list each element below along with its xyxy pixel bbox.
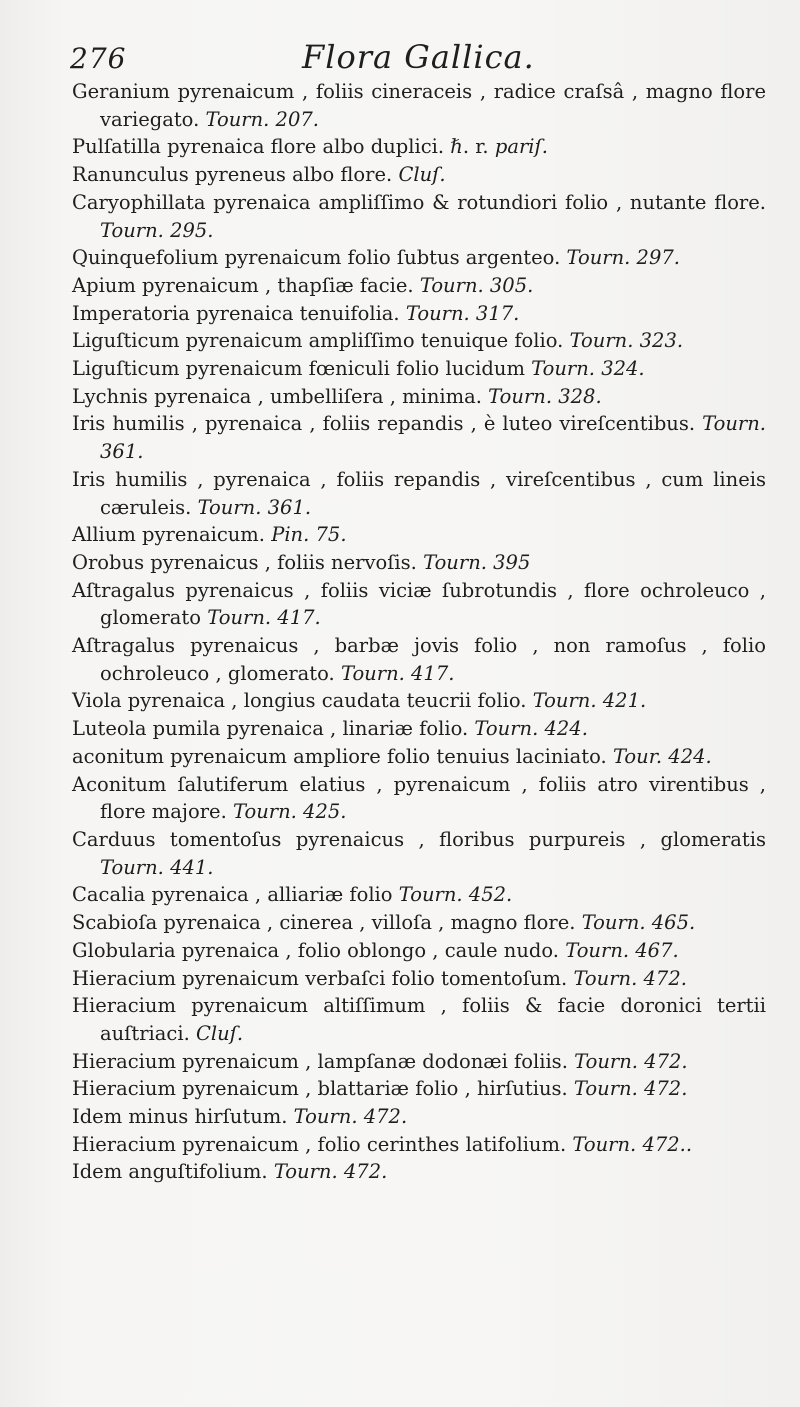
entry-reference: Tourn. 417.	[207, 606, 321, 630]
entry-reference: Tourn. 395	[423, 550, 531, 574]
plant-entry	[72, 410, 766, 465]
entry-name: Liguſticum pyrenaicum ampliſſimo tenuique folio.	[72, 329, 564, 353]
entry-name: Globularia pyrenaica , folio oblongo , caule nudo.	[72, 938, 559, 962]
entry-reference: Tourn. 465.	[581, 911, 696, 935]
entry-reference: Tourn. 317.	[405, 301, 520, 325]
plant-entry	[72, 1075, 766, 1103]
entry-reference: Cluſ.	[195, 1021, 244, 1045]
entry-name: Geranium pyrenaicum , foliis cineraceis , radice craſsâ , magno flore variegato.	[72, 80, 766, 131]
plant-entry	[72, 632, 766, 687]
entry-reference: Tourn. 441.	[100, 855, 214, 879]
plant-entry	[72, 327, 766, 355]
plant-entry	[72, 1103, 766, 1131]
plant-entry	[72, 244, 766, 272]
entry-name: Luteola pumila pyrenaica , linariæ folio.	[72, 717, 469, 741]
plant-entry	[72, 272, 766, 300]
entry-name: Iris humilis , pyrenaica , foliis repandis , vireſcentibus , cum lineis cæruleis.	[72, 467, 766, 519]
plant-entry	[72, 826, 766, 881]
entry-name: Viola pyrenaica , longius caudata teucrii folio.	[72, 689, 527, 713]
plant-entry	[72, 383, 766, 411]
entry-reference: Tourn. 472..	[572, 1132, 693, 1156]
plant-entry	[72, 1158, 766, 1186]
entry-reference: Tourn. 421.	[532, 689, 647, 713]
entry-reference: pariſ.	[494, 135, 548, 159]
entry-name: Aconitum ſalutiferum elatius , pyrenaicum , foliis atro virentibus , flore majore.	[72, 772, 766, 824]
plant-entry	[72, 78, 766, 133]
entry-reference: Tourn. 323.	[569, 329, 684, 353]
plant-entry	[72, 1048, 766, 1076]
entry-reference: Tourn. 452.	[398, 883, 513, 907]
plant-entry	[72, 161, 766, 189]
plant-list	[72, 78, 766, 1186]
entry-name: Liguſticum pyrenaicum fœniculi folio lucidum	[72, 357, 525, 381]
entry-reference: Tourn. 295.	[100, 218, 214, 242]
entry-name: Aſtragalus pyrenaicus , foliis viciæ ſubrotundis , flore ochroleuco , glomerato	[72, 578, 766, 630]
entry-reference: Tour. 424.	[612, 744, 712, 768]
plant-entry	[72, 189, 766, 244]
entry-name: Aſtragalus pyrenaicus , barbæ jovis folio , non ramoſus , folio ochroleuco , glomerato.	[72, 634, 766, 685]
entry-name: Carduus tomentoſus pyrenaicus , floribus purpureis , glomeratis	[72, 827, 766, 851]
entry-reference: Tourn. 297.	[566, 246, 680, 270]
plant-entry	[72, 549, 766, 577]
entry-name: Hieracium pyrenaicum , folio cerinthes latifolium.	[72, 1132, 567, 1156]
entry-reference: Cluſ.	[398, 163, 446, 187]
plant-entry	[72, 965, 766, 993]
entry-reference: Tourn. 361.	[100, 412, 767, 464]
entry-reference: Tourn. 472.	[574, 1049, 688, 1073]
plant-entry	[72, 577, 766, 632]
entry-reference: Tourn. 328.	[488, 384, 602, 408]
entry-name: Apium pyrenaicum , thapſiæ facie.	[72, 273, 414, 297]
entry-name: Hieracium pyrenaicum , blattariæ folio , hirſutius.	[72, 1077, 568, 1101]
entry-name: Pulſatilla pyrenaica flore albo duplici. ℏ. r.	[72, 135, 489, 159]
entry-name: Cacalia pyrenaica , alliariæ folio	[72, 883, 393, 907]
page-header	[70, 38, 760, 82]
entry-reference: Pin. 75.	[271, 523, 347, 547]
entry-reference: Tourn. 417.	[340, 661, 455, 685]
plant-entry	[72, 133, 766, 161]
plant-entry	[72, 743, 766, 771]
entry-reference: Tourn. 207.	[205, 107, 319, 131]
entry-name: Ranunculus pyreneus albo flore.	[72, 163, 393, 187]
entry-reference: Tourn. 472.	[573, 1077, 688, 1101]
entry-reference: Tourn. 305.	[419, 273, 534, 297]
entry-name: Quinquefolium pyrenaicum folio ſubtus argenteo.	[72, 246, 561, 270]
entry-reference: Tourn. 361.	[197, 495, 312, 519]
entry-name: Scabioſa pyrenaica , cinerea , villoſa , magno flore.	[72, 911, 576, 935]
entry-name: Caryophillata pyrenaica ampliſſimo & rotundiori folio , nutante flore.	[72, 190, 766, 214]
plant-entry	[72, 715, 766, 743]
plant-entry	[72, 909, 766, 937]
entry-name: Hieracium pyrenaicum altiſſimum , foliis & facie doronici tertii auſtriaci.	[72, 994, 766, 1045]
plant-entry	[72, 466, 766, 521]
plant-entry	[72, 771, 766, 826]
entry-name: Lychnis pyrenaica , umbelliſera , minima.	[72, 384, 482, 408]
entry-reference: Tourn. 467.	[565, 938, 679, 962]
plant-entry	[72, 687, 766, 715]
plant-entry	[72, 937, 766, 965]
entry-name: Imperatoria pyrenaica tenuifolia.	[72, 301, 400, 325]
entry-name: Hieracium pyrenaicum verbaſci folio tomentoſum.	[72, 966, 568, 990]
entry-name: Orobus pyrenaicus , foliis nervoſis.	[72, 550, 417, 574]
entry-reference: Tourn. 472.	[573, 966, 687, 990]
plant-entry	[72, 355, 766, 383]
running-title: Flora Gallica.	[302, 38, 535, 76]
page-number: 276	[70, 42, 127, 75]
entry-reference: Tourn. 425.	[232, 800, 347, 824]
entry-reference: Tourn. 424.	[474, 717, 588, 741]
plant-entry	[72, 1131, 766, 1159]
entry-name: aconitum pyrenaicum ampliore folio tenuius laciniato.	[72, 744, 607, 768]
entry-name: Allium pyrenaicum.	[72, 523, 265, 547]
entry-reference: Tourn. 472.	[273, 1160, 388, 1184]
entry-name: Hieracium pyrenaicum , lampſanæ dodonæi foliis.	[72, 1049, 568, 1073]
entry-name: Idem anguſtifolium.	[72, 1160, 268, 1184]
entry-reference: Tourn. 472.	[293, 1105, 408, 1129]
plant-entry	[72, 992, 766, 1047]
entry-name: Idem minus hirſutum.	[72, 1105, 288, 1129]
entry-reference: Tourn. 324.	[531, 357, 645, 381]
entry-name: Iris humilis , pyrenaica , foliis repandis , è luteo vireſcentibus.	[72, 412, 696, 436]
plant-entry	[72, 300, 766, 328]
plant-entry	[72, 521, 766, 549]
plant-entry	[72, 881, 766, 909]
